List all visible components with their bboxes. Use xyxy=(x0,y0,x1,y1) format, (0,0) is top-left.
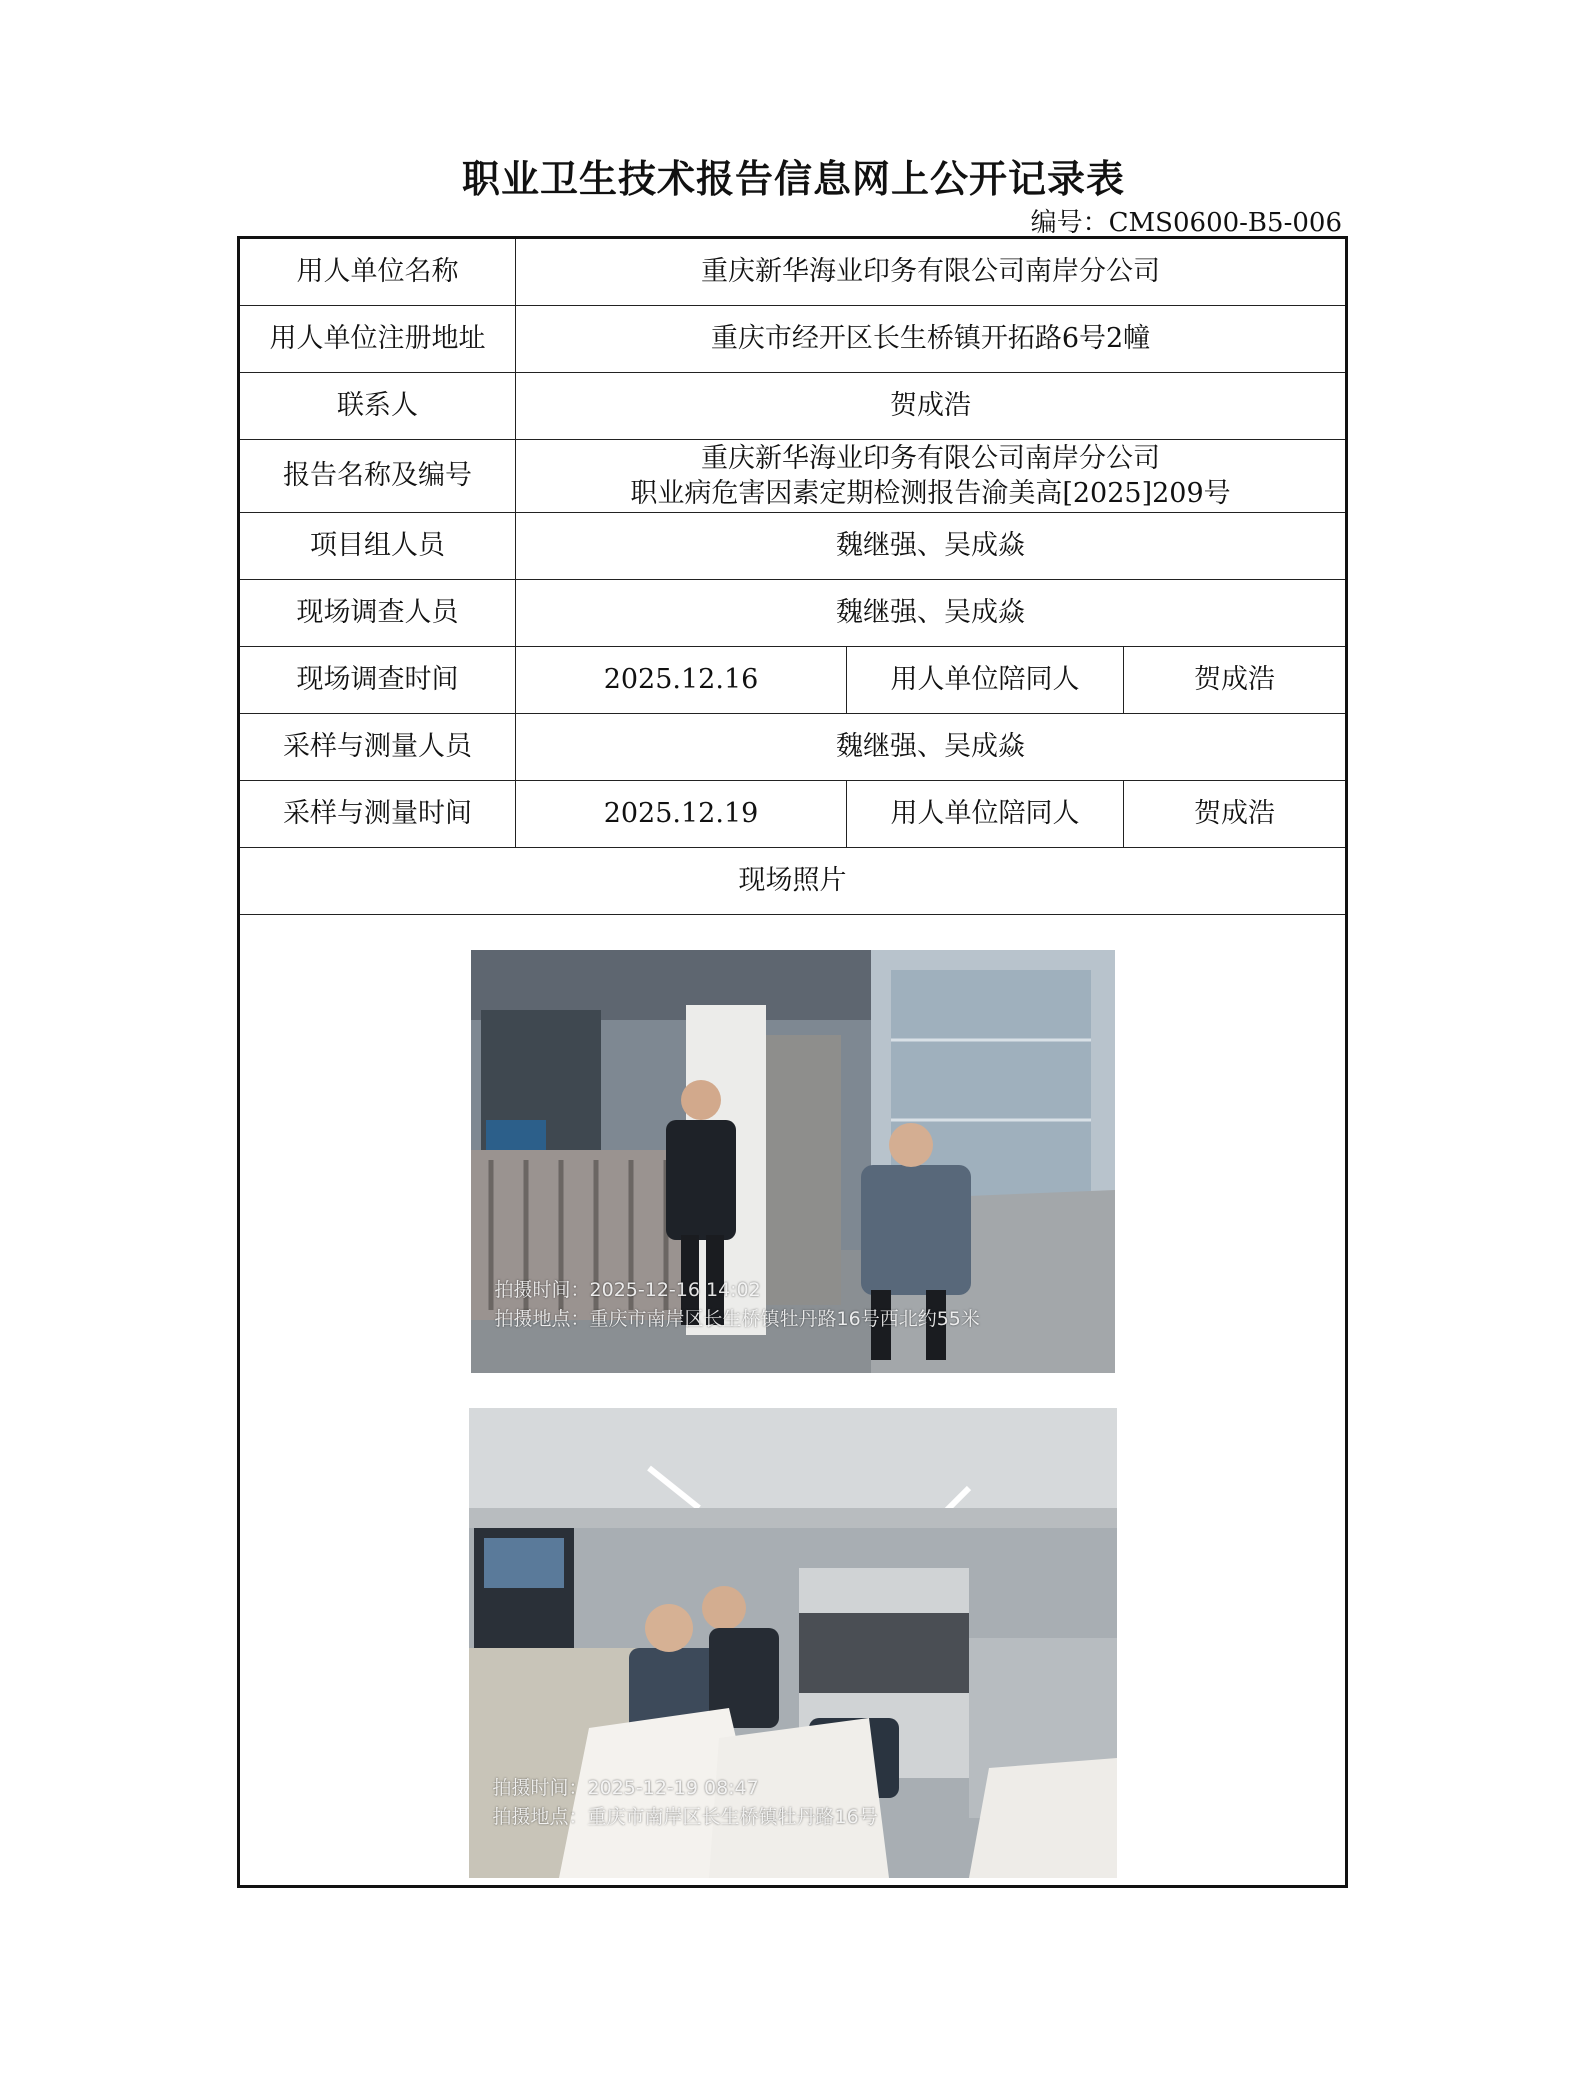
row-contact xyxy=(239,373,1347,440)
value-project-team: 魏继强、吴成焱 xyxy=(516,513,1347,580)
label-contact: 联系人 xyxy=(239,373,516,440)
row-photos-header xyxy=(239,848,1347,915)
photo2-time-stamp: 拍摄时间：2025-12-19 08:47 xyxy=(492,1777,759,1799)
photo1-time-stamp: 拍摄时间：2025-12-16 14:02 xyxy=(494,1279,761,1301)
value-sampling-time: 2025.12.19 xyxy=(516,781,847,848)
value-survey-companion: 贺成浩 xyxy=(1124,647,1347,714)
photo2-place-stamp: 拍摄地点：重庆市南岸区长生桥镇牡丹路16号 xyxy=(492,1806,878,1828)
label-survey-staff: 现场调查人员 xyxy=(239,580,516,647)
row-survey-time xyxy=(239,647,1347,714)
site-photo-entrance xyxy=(471,950,1115,1373)
row-project-team xyxy=(239,513,1347,580)
label-sampling-companion: 用人单位陪同人 xyxy=(847,781,1124,848)
report-name-line: 重庆新华海业印务有限公司南岸分公司 xyxy=(701,442,1161,474)
photo1-place-stamp: 拍摄地点：重庆市南岸区长生桥镇牡丹路16号西北约55米 xyxy=(494,1308,980,1330)
document-number: 编号：CMS0600-B5-006 xyxy=(1030,208,1342,238)
value-survey-staff: 魏继强、吴成焱 xyxy=(516,580,1347,647)
label-survey-companion: 用人单位陪同人 xyxy=(847,647,1124,714)
value-survey-time: 2025.12.16 xyxy=(516,647,847,714)
photos-cell xyxy=(239,915,1347,1887)
value-sampling-staff: 魏继强、吴成焱 xyxy=(516,714,1347,781)
row-photos xyxy=(239,915,1347,1887)
value-employer-name: 重庆新华海业印务有限公司南岸分公司 xyxy=(516,238,1347,306)
value-report xyxy=(516,440,1347,513)
photos-header: 现场照片 xyxy=(239,848,1347,915)
row-employer-address xyxy=(239,306,1347,373)
label-project-team: 项目组人员 xyxy=(239,513,516,580)
report-number-line: 职业病危害因素定期检测报告渝美高[2025]209号 xyxy=(630,478,1231,509)
row-sampling-staff xyxy=(239,714,1347,781)
value-employer-address: 重庆市经开区长生桥镇开拓路6号2幢 xyxy=(516,306,1347,373)
label-sampling-time: 采样与测量时间 xyxy=(239,781,516,848)
value-sampling-companion: 贺成浩 xyxy=(1124,781,1347,848)
site-photo-workshop xyxy=(469,1408,1117,1878)
row-report xyxy=(239,440,1347,513)
label-sampling-staff: 采样与测量人员 xyxy=(239,714,516,781)
row-sampling-time xyxy=(239,781,1347,848)
row-employer-name xyxy=(239,238,1347,306)
row-survey-staff xyxy=(239,580,1347,647)
record-table xyxy=(237,236,1348,1888)
value-contact: 贺成浩 xyxy=(516,373,1347,440)
label-report: 报告名称及编号 xyxy=(239,440,516,513)
document-title: 职业卫生技术报告信息网上公开记录表 xyxy=(461,156,1125,201)
label-survey-time: 现场调查时间 xyxy=(239,647,516,714)
label-employer-name: 用人单位名称 xyxy=(239,238,516,306)
label-employer-address: 用人单位注册地址 xyxy=(239,306,516,373)
